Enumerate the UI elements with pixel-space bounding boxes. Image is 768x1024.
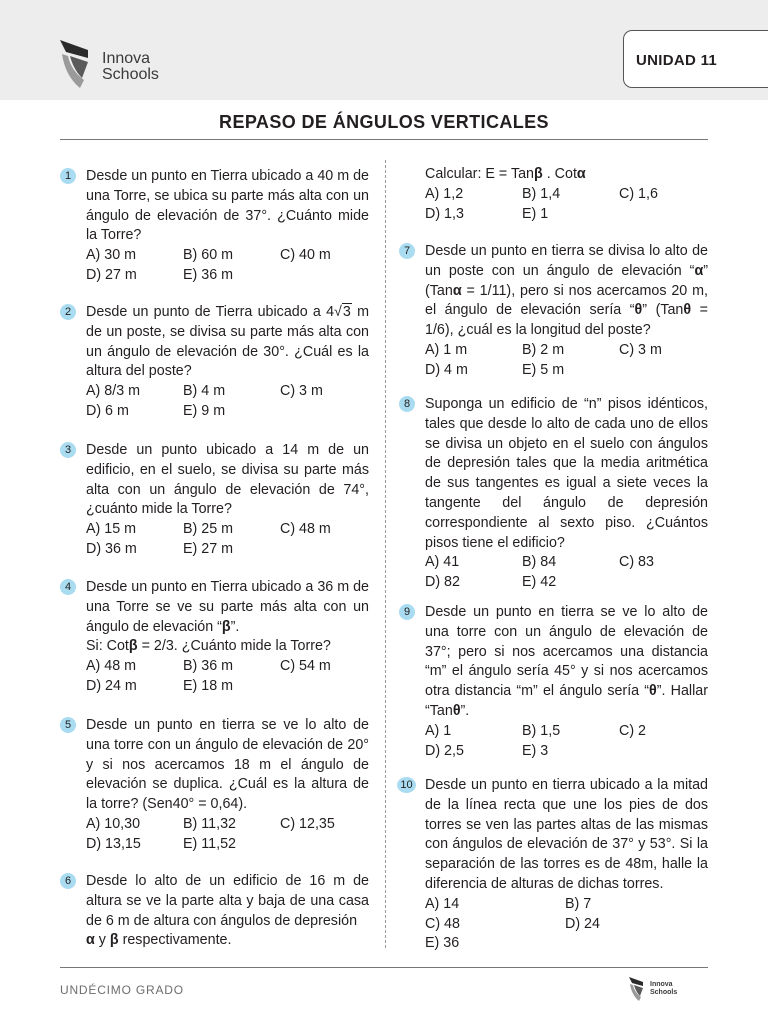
options-row: [86, 540, 369, 560]
question-stem: Suponga un edificio de “n” pisos idénticos, tales que desde lo alto de cada uno de ellos se divisa un objeto en el suelo con ángulos de depresión tales que la media aritmética de sus tangentes es igual a siete veces la tangente del ángulo de depresión correspondiente al sexto piso. ¿Cuántos pisos tiene el edificio?: [425, 396, 708, 551]
option-d: D) 13,15: [86, 835, 141, 852]
question-stem: Desde un punto en tierra se ve lo alto de una torre con un ángulo de elevación de 20° y si nos acercamos 18 m el ángulo de elevación se duplica. ¿Cuál es la altura de la torre? (Sen40° = 0,64).: [86, 717, 369, 813]
question-number-badge: 3: [60, 442, 76, 458]
option-d: D) 6 m: [86, 402, 129, 419]
options-row: [86, 520, 369, 540]
footer-logo: [628, 976, 688, 1002]
question-number-badge: 6: [60, 873, 76, 889]
option-b: B) 2 m: [522, 341, 565, 358]
option-d: D) 82: [425, 574, 460, 591]
options-row: [86, 815, 369, 835]
question-6: [64, 872, 369, 951]
options-row: [425, 341, 708, 361]
option-a: A) 14: [425, 895, 460, 912]
leaf-logo-icon: [58, 38, 98, 90]
options-row: [86, 266, 369, 286]
options-row: [425, 915, 708, 935]
option-e: E) 5 m: [522, 361, 565, 378]
option-a: A) 8/3 m: [86, 383, 141, 400]
logo-line-1: Innova: [102, 50, 151, 67]
option-d: D) 4 m: [425, 361, 468, 378]
question-stem: Desde un punto de Tierra ubicado a 4√3 m de un poste, se divisa su parte más alta con un ángulo de elevación de 30°. ¿Cuál es la altura del poste?: [86, 304, 369, 380]
logo-line-2: Schools: [102, 66, 159, 83]
question-stem: Desde un punto en tierra ubicado a la mitad de la línea recta que une los pies de dos torres se ven las partes altas de las mismas con ángulos de elevación de 37° y 53°. Si la separación de las torres es de 48m, halle la diferencia de alturas de dichas torres.: [425, 777, 708, 892]
question-number-badge: 4: [60, 579, 76, 595]
option-c: C) 48: [425, 915, 460, 932]
option-a: A) 1 m: [425, 341, 468, 358]
question-stem: Desde un punto en tierra se divisa lo alto de un poste con un ángulo de elevación “α” (Tanα = 1/11), pero si nos acercamos 20 m, el ángulo de elevación sería “θ” (Tanθ = 1/6), ¿cuál es la longitud del poste?: [425, 243, 708, 339]
options-row: [425, 185, 658, 205]
options-row: [425, 742, 708, 762]
option-e: E) 1: [522, 205, 549, 222]
option-a: A) 10,30: [86, 815, 141, 832]
question-calculation: Calcular: E = Tanβ . Cotα: [425, 166, 586, 182]
column-divider: [385, 160, 386, 948]
option-c: C) 1,6: [619, 185, 658, 202]
question-3: [64, 441, 369, 560]
question-7: [403, 242, 708, 381]
question-stem: Desde un punto ubicado a 14 m de un edificio, en el suelo, se divisa su parte más alta con un ángulo de elevación de 74°, ¿cuánto mide la Torre?: [86, 442, 369, 518]
footer-divider: [60, 967, 708, 968]
option-b: B) 11,32: [183, 815, 236, 832]
question-number-badge: 5: [60, 717, 76, 733]
question-2: [64, 303, 369, 422]
option-b: B) 84: [522, 554, 557, 571]
options-row: [86, 835, 369, 855]
options-row: [425, 205, 658, 225]
page-title: REPASO DE ÁNGULOS VERTICALES: [219, 112, 549, 132]
options-row: [86, 657, 369, 677]
option-c: C) 12,35: [280, 815, 335, 832]
option-c: C) 48 m: [280, 521, 331, 538]
leaf-logo-icon: [628, 976, 648, 1002]
option-a: A) 30 m: [86, 247, 137, 264]
question-stem: Desde un punto en tierra se ve lo alto de una torre con un ángulo de elevación de 37°; pero si nos acercamos una distancia “m” el ángulo sería 45° y si nos acercamos otra distancia “m” el ángulo sería “θ”. Hallar “Tanθ”.: [425, 604, 708, 719]
option-d: D) 27 m: [86, 266, 137, 283]
square-root-icon: √3: [334, 304, 351, 320]
options-row: [86, 402, 369, 422]
options-row: [425, 573, 708, 593]
option-e: E) 27 m: [183, 540, 234, 557]
innova-schools-logo: [58, 38, 178, 90]
option-e: E) 42: [522, 574, 557, 591]
option-c: C) 3 m: [280, 383, 323, 400]
option-d: D) 24: [565, 915, 600, 932]
option-e: E) 36: [425, 935, 460, 952]
option-a: A) 15 m: [86, 521, 137, 538]
question-stem: Desde un punto en Tierra ubicado a 36 m de una Torre se ve su parte más alta con un ángulo de elevación “β”.: [86, 579, 369, 635]
question-number-badge: 8: [399, 396, 415, 412]
option-c: C) 40 m: [280, 247, 331, 264]
question-5: [64, 716, 369, 855]
option-d: D) 24 m: [86, 677, 137, 694]
option-a: A) 1: [425, 722, 452, 739]
option-b: B) 1,4: [522, 185, 561, 202]
logo-wordmark: [102, 51, 159, 83]
option-b: B) 7: [565, 895, 592, 912]
option-b: B) 4 m: [183, 383, 226, 400]
option-b: B) 60 m: [183, 247, 234, 264]
option-e: E) 9 m: [183, 402, 226, 419]
question-stem: Desde lo alto de un edificio de 16 m de altura se ve la parte alta y baja de una casa de 6 m de altura con ángulos de depresión: [86, 873, 369, 929]
question-6-continued: [425, 165, 658, 224]
option-c: C) 3 m: [619, 341, 662, 358]
title-divider: [60, 139, 708, 140]
option-c: C) 54 m: [280, 658, 331, 675]
question-condition: Si: Cotβ = 2/3. ¿Cuánto mide la Torre?: [86, 638, 331, 655]
question-number-badge: 10: [397, 777, 416, 793]
options-row: [425, 895, 708, 915]
footer-grade: UNDÉCIMO GRADO: [60, 983, 184, 997]
options-row: [86, 677, 369, 697]
question-10: [400, 776, 708, 954]
question-number-badge: 9: [399, 604, 415, 620]
option-b: B) 1,5: [522, 722, 561, 739]
options-row: [425, 722, 708, 742]
option-a: A) 1,2: [425, 185, 464, 202]
option-d: D) 36 m: [86, 540, 137, 557]
question-number-badge: 7: [399, 243, 415, 259]
option-e: E) 18 m: [183, 677, 234, 694]
options-row: [425, 553, 708, 573]
question-number-badge: 1: [60, 168, 76, 184]
option-d: D) 2,5: [425, 742, 464, 759]
question-stem-end: α y β respectivamente.: [86, 932, 232, 949]
option-c: C) 2: [619, 722, 647, 739]
option-b: B) 36 m: [183, 658, 234, 675]
option-a: A) 48 m: [86, 658, 137, 675]
options-row: [86, 382, 369, 402]
options-row: [86, 246, 369, 266]
question-4: [64, 578, 369, 697]
unit-badge: UNIDAD 11: [623, 30, 768, 88]
option-e: E) 3: [522, 742, 549, 759]
question-9: [403, 603, 708, 761]
option-e: E) 11,52: [183, 835, 236, 852]
question-stem: Desde un punto en Tierra ubicado a 40 m de una Torre, se ubica su parte más alta con un ángulo de elevación de 37°. ¿Cuánto mide la Torre?: [86, 168, 369, 244]
option-d: D) 1,3: [425, 205, 464, 222]
option-b: B) 25 m: [183, 521, 234, 538]
option-c: C) 83: [619, 554, 654, 571]
option-a: A) 41: [425, 554, 460, 571]
footer-logo-wordmark: Innova Schools: [650, 981, 678, 996]
question-number-badge: 2: [60, 304, 76, 320]
options-row: [425, 361, 708, 381]
options-row: [425, 934, 708, 954]
question-1: [64, 167, 369, 286]
option-e: E) 36 m: [183, 266, 234, 283]
question-8: [403, 395, 708, 593]
